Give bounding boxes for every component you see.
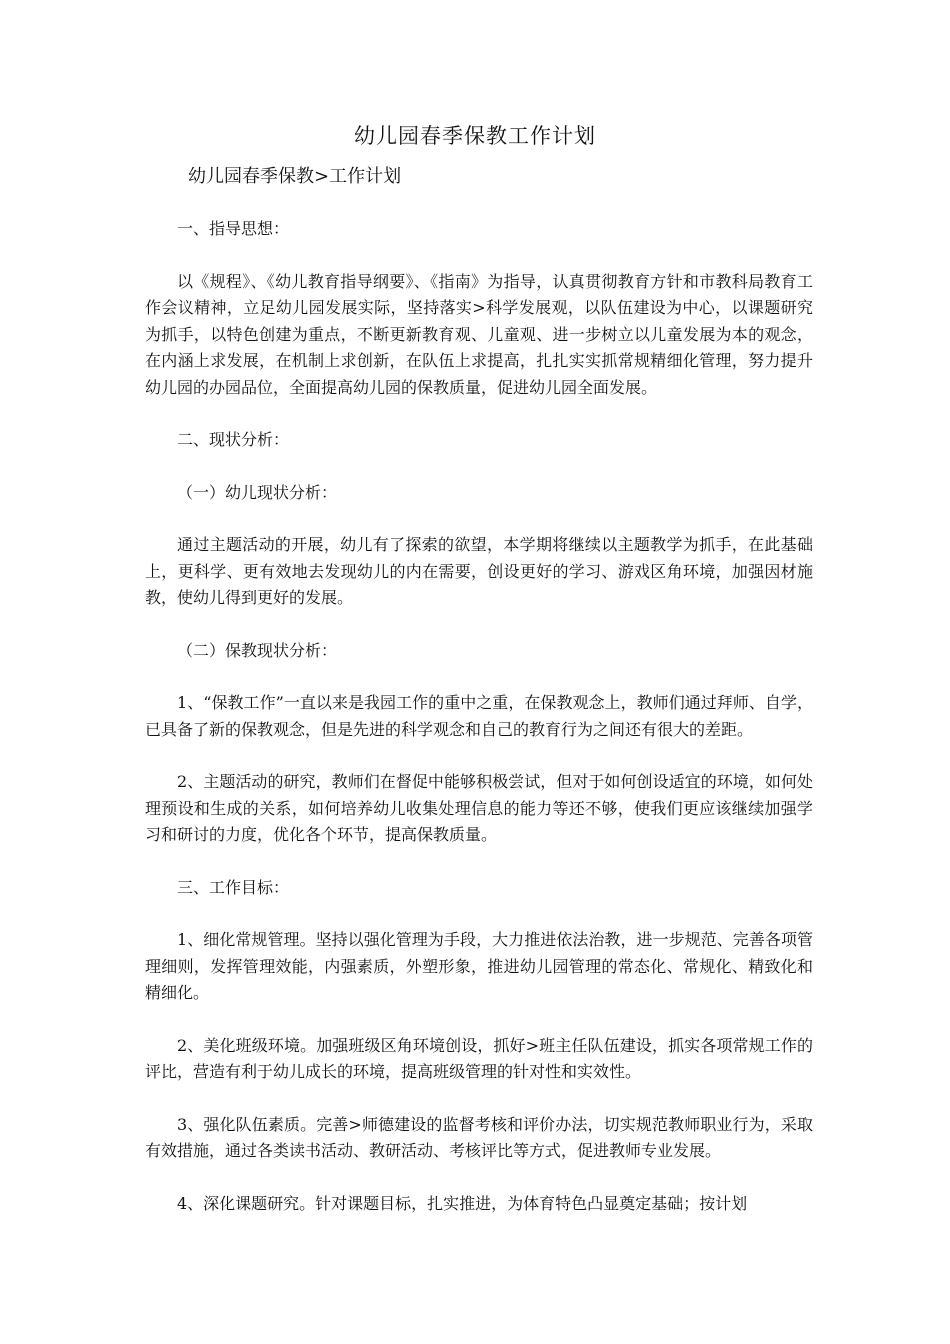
paragraph-goal-2: 2、美化班级环境。加强班级区角环境创设，抓好>班主任队伍建设，抓实各项常规工作的评比，营造有利于幼儿成长的环境，提高班级管理的针对性和实效性。	[145, 1035, 813, 1081]
paragraph-goal-1: 1、细化常规管理。坚持以强化管理为手段，大力推进依法治教，进一步规范、完善各项管理细则，发挥管理效能，内强素质，外塑形象，推进幼儿园管理的常态化、常规化、精致化和精细化。	[145, 930, 813, 1002]
document-body	[145, 216, 813, 1243]
document-subtitle: 幼儿园春季保教>工作计划	[188, 166, 402, 187]
paragraph-children-status: 通过主题活动的开展，幼儿有了探索的欲望，本学期将继续以主题教学为抓手，在此基础上，更科学、更有效地去发现幼儿的内在需要，创设更好的学习、游戏区角环境，加强因材施教，使幼儿得到更好的发展。	[145, 535, 813, 607]
section-heading-work-goals: 三、工作目标：	[177, 877, 290, 897]
paragraph-goal-3: 3、强化队伍素质。完善>师德建设的监督考核和评价办法，切实规范教师职业行为，采取有效措施，通过各类读书活动、教研活动、考核评比等方式，促进教师专业发展。	[145, 1114, 813, 1160]
paragraph-goal-4: 4、深化课题研究。针对课题目标，扎实推进，为体育特色凸显奠定基础；按计划	[177, 1193, 748, 1213]
document-title: 幼儿园春季保教工作计划	[354, 124, 596, 148]
section-heading-guiding-thought: 一、指导思想：	[177, 219, 290, 238]
subheading-children-status: （一）幼儿现状分析：	[177, 482, 338, 502]
paragraph-guiding-thought: 以《规程》、《幼儿教育指导纲要》、《指南》为指导，认真贯彻教育方针和市教科局教育工作会议精神，立足幼儿园发展实际，坚持落实>科学发展观，以队伍建设为中心，以课题研究为抓手，以特色创建为重点，不断更新教育观、儿童观、进一步树立以儿童发展为本的观念，在内涵上求发展，在机制上求创新，在队伍上求提高，扎扎实实抓常规精细化管理，努力提升幼儿园的办园品位，全面提高幼儿园的保教质量，促进幼儿园全面发展。	[145, 271, 813, 397]
paragraph-teaching-status-1: 1、“保教工作”一直以来是我园工作的重中之重，在保教观念上，教师们通过拜师、自学，已具备了新的保教观念，但是先进的科学观念和自己的教育行为之间还有很大的差距。	[145, 693, 813, 739]
paragraph-teaching-status-2: 2、主题活动的研究，教师们在督促中能够积极尝试，但对于如何创设适宜的环境，如何处理预设和生成的关系，如何培养幼儿收集处理信息的能力等还不够，使我们更应该继续加强学习和研讨的力度，优化各个环节，提高保教质量。	[145, 772, 813, 844]
section-heading-status-analysis: 二、现状分析：	[177, 430, 290, 449]
subheading-teaching-status: （二）保教现状分析：	[177, 640, 338, 660]
